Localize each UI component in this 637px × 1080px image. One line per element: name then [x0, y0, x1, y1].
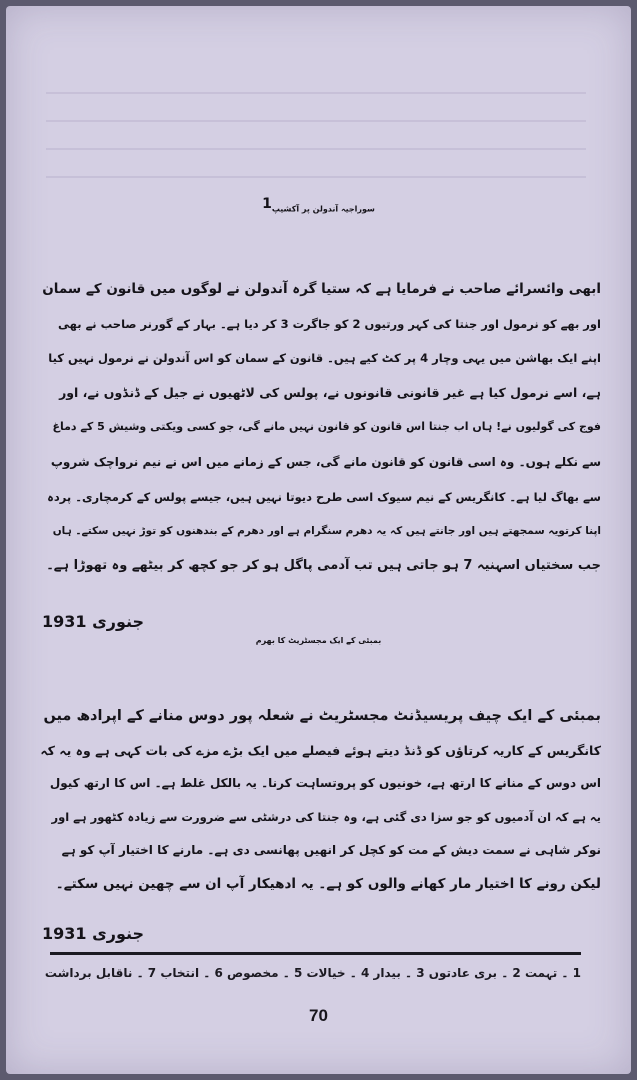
heading-swarajya-andolan — [6, 196, 631, 214]
date-1: جنوری 1931 — [42, 612, 145, 631]
text-line: یہ ہے کہ ان آدمیوں کو جو سزا دی گئی ہے، وہ جنتا کی درشٹی سے ضرورت سے زیادہ کٹھور ہے اور — [51, 809, 601, 824]
text-line: بمبئی کے ایک چیف پریسیڈنٹ مجسٹریٹ نے شعلہ پور دوس منانے کے اپرادھ میں — [43, 708, 601, 724]
text-line: کانگریس کے کاریہ کرتاؤں کو ڈنڈ دیتے ہوئے فیصلے میں ایک بڑے مزے کی بات کہی ہے وہ یہ کہ — [40, 742, 601, 758]
text-line: اپنا کرتویہ سمجھتے ہیں اور جانتے ہیں کہ یہ دھرم سنگرام ہے اور دھرم کے بندھنوں کو توڑ نہیں سکتے۔ ہاں — [52, 525, 601, 538]
heading-1-text: سوراجیہ آندولن پر آکشیپ — [271, 204, 375, 214]
bleed-through-text — [46, 66, 586, 206]
book-page — [6, 6, 631, 1074]
date-2: جنوری 1931 — [42, 924, 145, 943]
text-line: سے نکلے ہوں۔ وہ اسی قانون کو قانون مانے گی، جس کے زمانے میں اس نے نیم نرواچک شروپ — [50, 454, 601, 469]
text-line: فوج کی گولیوں نے! ہاں اب جنتا اس قانون کو قانون نہیں مانے گی، جو کسی ویکتی وشیش 5 کے دماغ — [52, 420, 601, 434]
text-line: اپنے ایک بھاشن میں یہی وچار 4 پر کٹ کیے ہیں۔ قانون کے سمان کو اس آندولن نے نرمول نہیں کیا — [48, 351, 601, 366]
text-line: اس دوس کے منانے کا ارتھ ہے، خونیوں کو پروتساہت کرنا۔ یہ بالکل غلط ہے۔ اس کا ارتھ کیول — [49, 776, 601, 791]
text-line: سے بھاگ لیا ہے۔ کانگریس کے نیم سیوک اسی طرح دیوتا نہیں ہیں، جیسے پولس کے کرمچاری۔ پردہ — [47, 489, 601, 504]
text-line: نوکر شاہی نے سمت دیش کے مت کو کچل کر انھیں پھانسی دی ہے۔ مارنے کا اختیار آپ کو ہے — [61, 843, 601, 858]
footnotes: 1 ۔ تہمت 2 ۔ بری عادتوں 3 ۔ بیدار 4 ۔ خیالات 5 ۔ مخصوص 6 ۔ انتخاب 7 ۔ ناقابل برداشت — [44, 966, 581, 980]
footnote-divider — [50, 952, 581, 955]
heading-1-footnote-marker: 1 — [262, 196, 272, 212]
page-number: 70 — [309, 1006, 328, 1025]
text-line: جب سختیاں اسہنیہ 7 ہو جاتی ہیں تب آدمی پاگل ہو کر جو کچھ کر بیٹھے وہ تھوڑا ہے۔ — [46, 557, 601, 573]
paragraph-2 — [40, 700, 601, 902]
heading-bombay-magistrate: بمبئی کے ایک مجسٹریٹ کا بھرم — [255, 636, 382, 645]
text-line: اور بھے کو نرمول اور جنتا کی کہر ورتیوں 2 کو جاگرت 3 کر دیا ہے۔ بہار کے گورنر صاحب نے بھی — [58, 316, 601, 331]
text-line: ابھی وائسرائے صاحب نے فرمایا ہے کہ ستیا گرہ آندولن نے لوگوں میں قانون کے سمان — [42, 281, 601, 297]
paragraph-1 — [40, 272, 601, 583]
text-line: لیکن رونے کا اختیار مار کھانے والوں کو ہے۔ یہ ادھیکار آپ ان سے چھین نہیں سکتے۔ — [55, 875, 601, 892]
text-line: ہے، اسے نرمول کیا ہے غیر قانونی قانونوں نے، پولس کی لاٹھیوں نے جیل کے ڈنڈوں نے، اور — [59, 384, 601, 400]
